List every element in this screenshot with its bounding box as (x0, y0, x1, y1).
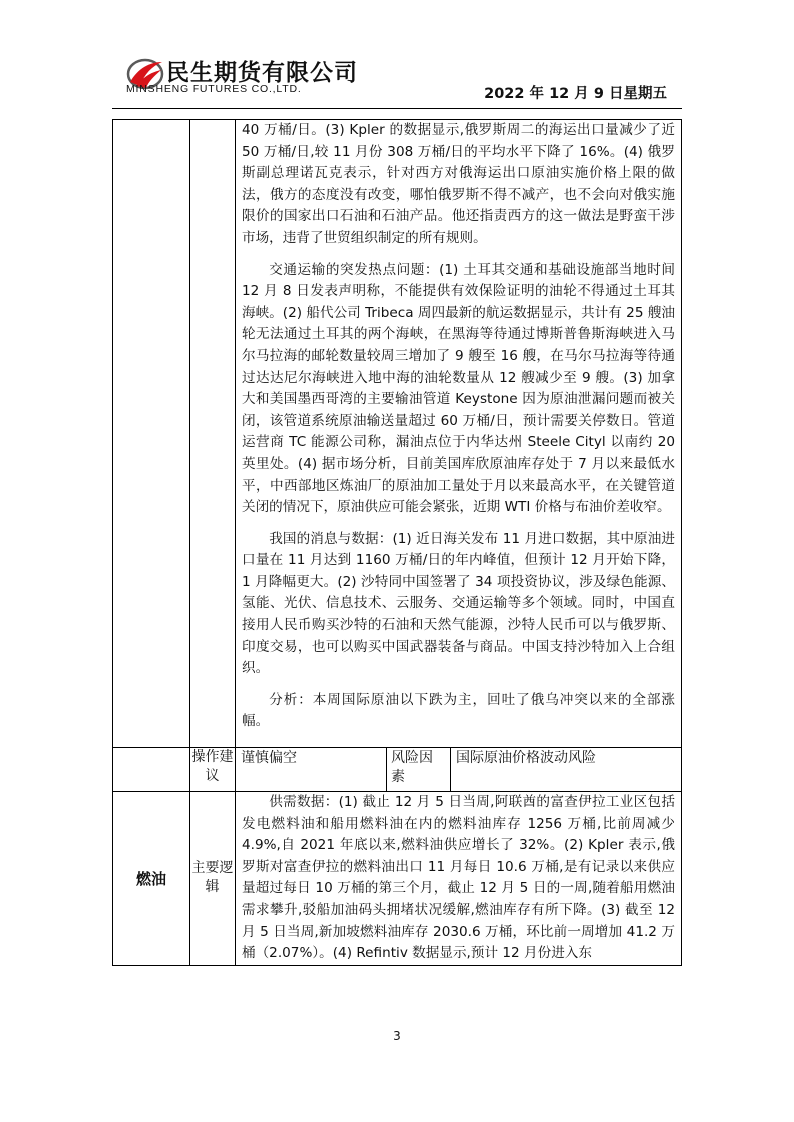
page-number: 3 (393, 1029, 401, 1043)
fuel-category-cell (113, 792, 190, 966)
crude-paragraph-kpler: 40 万桶/日。(3) Kpler 的数据显示,俄罗斯周二的海运出口量减少了近 50 万桶/日,较 11 月份 308 万桶/日的平均水平下降了 16%。(4) 俄罗斯副总理诺瓦克表示，针对西方对俄海运出口原油实施价格上限的做法，俄方的态度没有改变，哪怕俄罗斯不得不减产，也不会向对俄实施限价的国家出口石油和石油产品。他还指责西方的这一做法是野蛮干涉市场，违背了世贸组织制定的所有规则。 (242, 122, 675, 246)
crude-paragraph-transport: 交通运输的突发热点问题：(1) 土耳其交通和基础设施部当地时间 12 月 8 日发表声明称，不能提供有效保险证明的油轮不得通过土耳其海峡。(2) 船代公司 Tribeca 周四最新的航运数据显示，共计有 25 艘油轮无法通过土耳其的两个海峡，在黑海等待通过博斯普鲁斯海峡进入马尔马拉海的邮轮数量较周三增加了 9 艘至 16 艘，在马尔马拉海等待通过达达尼尔海峡进入地中海的油轮数量从 12 艘减少至 9 艘。(3) 加拿大和美国墨西哥湾的主要输油管道 Keystone 因为原油泄漏问题而被关闭，该管道系统原油输送量超过 60 万桶/日，预计需要关停数日。管道运营商 TC 能源公司称，漏油点位于内华达州 Steele Cityl 以南约 20 英里处。(4) 据市场分析，目前美国库欣原油库存处于 7 月以来最低水平，中西部地区炼油厂的原油加工量处于月以来最高水平，在关键管道关闭的情况下，原油供应可能会紧张，近期 WTI 价格与布油价差收窄。 (242, 261, 675, 516)
fuel-logic-label: 主要逻辑 (190, 792, 236, 966)
risk-label: 风险因素 (387, 748, 451, 791)
risk-value: 国际原油价格波动风险 (456, 750, 596, 767)
commodity-table (112, 119, 682, 966)
crude-category-cell-lower (113, 748, 190, 792)
company-logo (126, 54, 366, 100)
logo-chinese-name: 民生期货有限公司 (166, 60, 358, 86)
crude-category-cell (113, 120, 190, 748)
crude-paragraph-analysis: 分析：本周国际原油以下跌为主，回吐了俄乌冲突以来的全部涨幅。 (242, 691, 675, 730)
crude-logic-content (236, 120, 682, 748)
report-date: 2022 年 12 月 9 日星期五 (484, 86, 667, 102)
operation-value: 谨慎偏空 (236, 748, 387, 791)
fuel-logic-row (113, 792, 682, 966)
crude-logic-label-cell (190, 120, 236, 748)
logo-english-name: MINSHENG FUTURES CO.,LTD. (126, 83, 302, 95)
crude-operation-row (113, 748, 682, 792)
header-rule (112, 108, 682, 109)
crude-logic-row (113, 120, 682, 748)
fuel-paragraph-supply: 供需数据：(1) 截止 12 月 5 日当周,阿联酋的富查伊拉工业区包括发电燃料油和船用燃料油在内的燃料油库存 1256 万桶,比前周减少 4.9%,自 2021 年底以来,燃料油供应增长了 32%。(2) Kpler 表示,俄罗斯对富查伊拉的燃料油出口 11 月每日 10.6 万桶,是有记录以来供应量超过每日 10 万桶的第三个月，截止 12 月 5 日的一周,随着船用燃油需求攀升,驳船加油码头拥堵状况缓解,燃油库存有所下降。(3) 截至 12 月 5 日当周,新加坡燃料油库存 2030.6 万桶，环比前一周增加 41.2 万桶（2.07%）。(4) Refintiv 数据显示,预计 12 月份进入东 (242, 794, 675, 962)
operation-label: 操作建议 (190, 748, 236, 792)
fuel-category-label: 燃油 (135, 869, 166, 888)
fuel-logic-content (236, 792, 682, 966)
operation-content (236, 748, 682, 792)
crude-paragraph-china: 我国的消息与数据：(1) 近日海关发布 11 月进口数据，其中原油进口量在 11 月达到 1160 万桶/日的年内峰值，但预计 12 月开始下降，1 月降幅更大。(2) 沙特同中国签署了 34 项投资协议，涉及绿色能源、氢能、光伏、信息技术、云服务、交通运输等多个领域。同时，中国直接用人民币购买沙特的石油和天然气能源，沙特人民币可以与俄罗斯、印度交易，也可以购买中国武器装备与商品。中国支持沙特加入上合组织。 (242, 530, 675, 677)
